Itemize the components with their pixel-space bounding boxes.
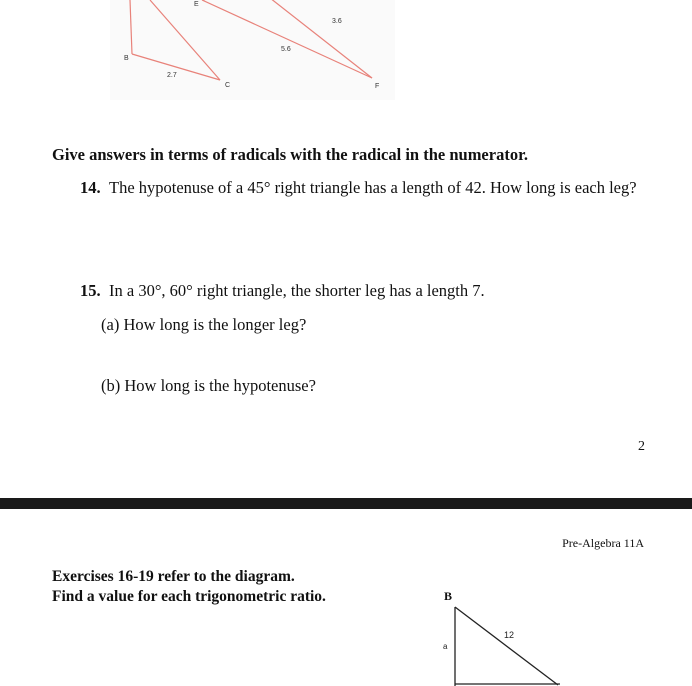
triangles-svg (110, 0, 395, 100)
side-a-label: a (443, 642, 448, 651)
vertex-b-label: B (124, 55, 129, 62)
page-number: 2 (638, 439, 645, 454)
trig-triangle-svg (430, 585, 570, 686)
triangle-hypotenuse (455, 607, 558, 685)
triangle-abc-side-ac (150, 0, 220, 80)
exercises-line-2: Find a value for each trigonometric ratio. (52, 588, 326, 605)
course-header: Pre-Algebra 11A (562, 536, 644, 550)
page-divider (0, 498, 692, 509)
vertex-b-label-bottom: B (444, 589, 453, 603)
vertex-f-label: F (375, 83, 380, 90)
question-15-number: 15. (80, 281, 101, 300)
side-bc-label: 2.7 (167, 72, 177, 79)
question-14-number: 14. (80, 178, 101, 197)
question-14-text: The hypotenuse of a 45° right triangle has a length of 42. How long is each leg? (109, 178, 637, 197)
triangle-def-side-df (270, 0, 372, 78)
question-15-part-a: (a) How long is the longer leg? (101, 315, 307, 334)
trig-triangle-figure (430, 585, 570, 686)
side-cf-label: 5.6 (281, 46, 291, 53)
exercises-line-1: Exercises 16-19 refer to the diagram. (52, 568, 295, 585)
section-instructions: Give answers in terms of radicals with the radical in the numerator. (52, 145, 529, 164)
exercises-instructions (52, 567, 326, 607)
similar-triangles-figure (110, 0, 395, 100)
hypotenuse-label: 12 (504, 630, 515, 640)
question-15-part-b: (b) How long is the hypotenuse? (101, 376, 316, 395)
side-ef-label: 3.6 (332, 18, 342, 25)
triangle-abc-side-ab (130, 0, 132, 54)
vertex-c-label: C (225, 82, 231, 89)
vertex-e-label: E (194, 1, 199, 8)
question-15-text: In a 30°, 60° right triangle, the shorter leg has a length 7. (109, 281, 485, 300)
